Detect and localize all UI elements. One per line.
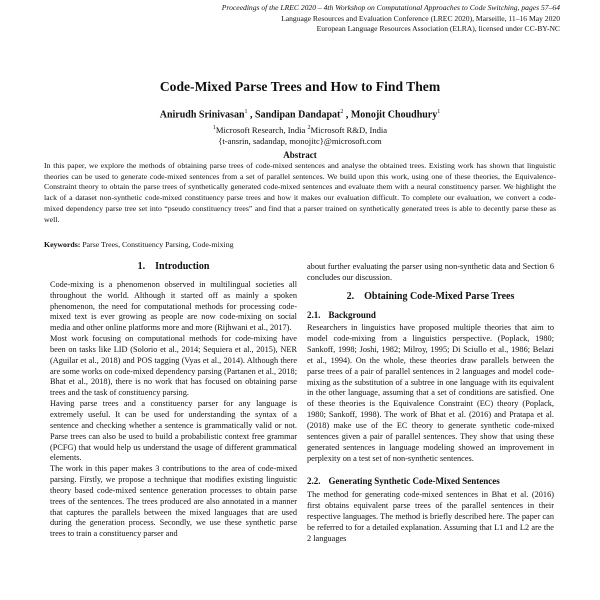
- abstract-heading: Abstract: [283, 150, 317, 160]
- affiliation-line: $^1$Microsoft Research, India $^2$Microsoft R&D, India: [212, 124, 388, 135]
- paragraph: The method for generating code-mixed sentences in Bhat et al. (2016) first obtains equivalent parse trees of the parallel sentences in their respective languages. The method is briefly described here. The paper can be referred to for a detailed explanation. Assuming that L1 and L2 are the 2 languages: [307, 490, 554, 543]
- subsection-heading-background: 2.1. Background: [307, 309, 376, 320]
- keywords-value: Parse Trees, Constituency Parsing, Code-mixing: [80, 240, 234, 249]
- keywords: [44, 240, 556, 249]
- header-line-3: European Language Resources Association (ELRA), licensed under CC-BY-NC: [316, 24, 560, 34]
- paragraph: Researchers in linguistics have proposed multiple theories that aim to model code-mixing from a linguistics perspective. (Poplack, 1980; Sankoff, 1998; Joshi, 1982; Milroy, 1995; Di Sciullo et al., 1986; Belazi et al., 1994). On the whole, these theories draw parallels between the parse trees of a pair of parallel sentences in 2 languages and model code-mixing as the substitution of a subtree in one language with its equivalent in the other language, assuming that a set of conditions are satisfied. One of these theories is the Equivalence Constraint (EC) theory (Poplack, 1980; Sankoff, 1998). The work of Bhat et al. (2016) and Pratapa et al. (2018) make use of the EC theory to generate synthetic code-mixed sentences given a pair of parallel sentences. They show that using these generated sentences in language modeling showed an improvement in perplexity on a test set of non-synthetic sentences.: [307, 323, 554, 463]
- affiliations: [0, 123, 600, 147]
- abstract-text: In this paper, we explore the methods of obtaining parse trees of code-mixed sentences and analyse the obtained trees. Existing work has shown that linguistic theories can be used to generate code-mixed sentences from a set of parallel sentences. We build upon this work, using one of these theories, the Equivalence-Constraint theory to obtain the parse trees of synthetically generated code-mixed sentences and evaluate them with a neural constituency parser. We highlight the lack of a dataset non-synthetic code-mixed constituency parse trees and how it makes our evaluation difficult. To complete our evaluation, we convert a code-mixed dependency parse tree set into “pseudo constituency trees” and find that a parser trained on synthetically generated trees is able to decently parse these as well.: [44, 161, 556, 224]
- paragraph: Having parse trees and a constituency parser for any language is extremely useful. It can be used for understanding the syntax of a sentence and checking whether a sentence is grammatically valid or not. Parse trees can also be used to build a probabilistic context free grammar (PCFG) that would help us understand the usage of different grammatical elements.: [50, 399, 297, 463]
- author-list: Anirudh Srinivasan$^1$ , Sandipan Dandapat$^2$ , Monojit Choudhury$^1$: [159, 109, 441, 121]
- author-name: Monojit Choudhury: [350, 109, 438, 121]
- author-affil-mark: 2: [340, 109, 344, 115]
- keywords-label: Keywords:: [44, 240, 81, 249]
- paragraph: about further evaluating the parser using non-synthetic data and Section 6 concludes our discussion.: [307, 262, 554, 282]
- header-line-1: Proceedings of the LREC 2020 – 4th Workshop on Computational Approaches to Code Switching, pages 57–64: [221, 3, 560, 12]
- paragraph: Most work focusing on computational methods for code-mixing have been on tasks like LID (Solorio et al., 2014; Sequiera et al., 2015), NER (Aguilar et al., 2018) and POS tagging (Vyas et al., 2014). Although there are some works on code-mixed dependency parsing (Partanen et al., 2018; Bhat et al., 2018), there is no work that has focused on obtaining parse trees and the task of constituency parsing.: [50, 334, 297, 398]
- right-column: [307, 262, 554, 544]
- paper-title: Code-Mixed Parse Trees and How to Find Them: [159, 79, 441, 94]
- subsection-heading-generating-sentences: 2.2. Generating Synthetic Code-Mixed Sentences: [307, 476, 500, 487]
- header-line-2: Language Resources and Evaluation Conference (LREC 2020), Marseille, 11–16 May 2020: [281, 13, 560, 23]
- paragraph: Code-mixing is a phenomenon observed in multilingual societies all throughout the world. Although it started off as mainly a spoken phenomenon, the need for computational methods for processing code-mixed text is ever growing as people are now code-mixing on social media and other online platforms more and more (Rijhwani et al., 2017).: [50, 279, 297, 333]
- section-heading-obtaining-parse-trees: 2. Obtaining Code-Mixed Parse Trees: [346, 290, 515, 302]
- section-heading-introduction: 1. Introduction: [137, 261, 210, 272]
- author-name: Sandipan Dandapat: [255, 109, 341, 121]
- paragraph: The work in this paper makes 3 contributions to the area of code-mixed parsing. Firstly, we propose a technique that modifies existing linguistic theory based code-mixed sentence generation processes to obtain parse trees of the sentences. The trees produced are also annotated in a manner that captures the parallels between the mixed languages that are used during the generation process. Secondly, we use these synthetic parse trees to train a constituency parser and: [50, 464, 297, 539]
- left-column: [50, 262, 297, 540]
- author-affil-mark: 1: [244, 109, 248, 115]
- proceedings-header: [120, 3, 560, 35]
- author-name: Anirudh Srinivasan: [159, 109, 245, 121]
- author-emails: {t-ansrin, sadandap, monojitc}@microsoft.com: [218, 135, 382, 146]
- author-affil-mark: 1: [437, 109, 441, 115]
